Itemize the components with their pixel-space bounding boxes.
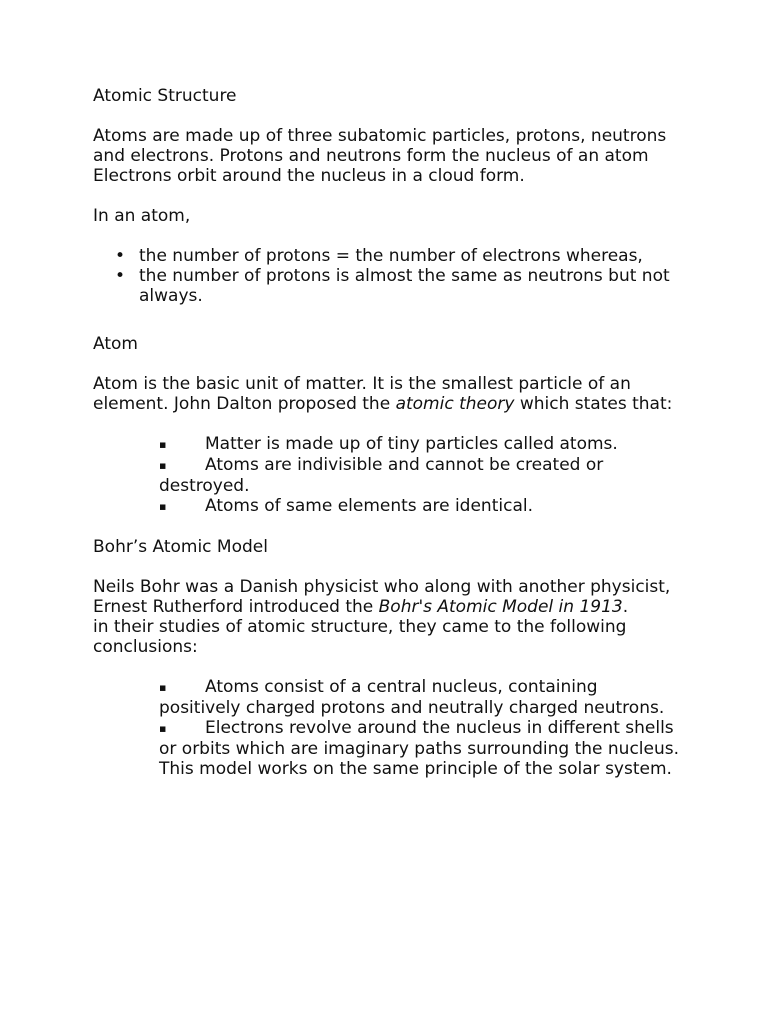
paragraph-text: Neils Bohr was a Danish physicist who along with another physicist, Ernest Rutherford introduced the: [93, 577, 671, 617]
list-item: [93, 246, 683, 266]
list-item: [159, 434, 683, 455]
list-item-text: the number of protons = the number of electrons whereas,: [139, 246, 643, 266]
round-bullet-list: [93, 246, 683, 306]
square-bullet-list-dalton: [93, 434, 683, 517]
list-item-text: Electrons revolve around the nucleus in different shells or orbits which are imaginary paths surrounding the nucleus. This model works on the same principle of the solar system.: [159, 718, 680, 779]
square-bullet-icon: ▪: [159, 438, 167, 451]
square-bullet-icon: ▪: [159, 722, 167, 735]
paragraph-basic-unit: [93, 374, 683, 414]
heading-bohr-model: Bohr’s Atomic Model: [93, 537, 268, 557]
list-item: [159, 455, 683, 496]
list-item-text: Matter is made up of tiny particles called atoms.: [205, 434, 618, 454]
emphasis-atomic-theory: atomic theory: [395, 394, 515, 414]
list-item-text: Atoms of same elements are identical.: [205, 496, 533, 516]
paragraph-subatomic-particles: Atoms are made up of three subatomic particles, protons, neutrons and electrons. Protons and neutrons form the nucleus of an atom Electrons orbit around the nucleus in a cloud form.: [93, 126, 667, 186]
list-item: [159, 496, 683, 517]
square-bullet-icon: ▪: [159, 500, 167, 513]
list-item-text: the number of protons is almost the same as neutrons but not always.: [139, 266, 670, 306]
heading-atomic-structure: Atomic Structure: [93, 86, 237, 106]
heading-atom: Atom: [93, 334, 138, 354]
list-item-text: Atoms consist of a central nucleus, containing positively charged protons and neutrally charged neutrons.: [159, 677, 665, 718]
list-item-text: Atoms are indivisible and cannot be created or destroyed.: [159, 455, 604, 496]
bullet-icon: •: [115, 266, 126, 286]
paragraph-text: which states that:: [514, 394, 673, 414]
document-body: [93, 86, 683, 779]
list-item: [159, 718, 683, 779]
bullet-icon: •: [115, 246, 126, 266]
list-item: [93, 266, 683, 306]
square-bullet-list-bohr: [93, 677, 683, 779]
paragraph-neils-bohr: [93, 577, 683, 617]
paragraph-text: .: [622, 597, 629, 617]
square-bullet-icon: ▪: [159, 459, 167, 472]
list-item: [159, 677, 683, 718]
emphasis-bohr-model: Bohr's Atomic Model in 1913: [378, 597, 623, 617]
paragraph-in-an-atom: In an atom,: [93, 206, 191, 226]
paragraph-conclusions: in their studies of atomic structure, they came to the following conclusions:: [93, 617, 627, 657]
paragraph-text: Atom is the basic unit of matter. It is the smallest particle of an element. John Dalton proposed the: [93, 374, 631, 414]
square-bullet-icon: ▪: [159, 681, 167, 694]
